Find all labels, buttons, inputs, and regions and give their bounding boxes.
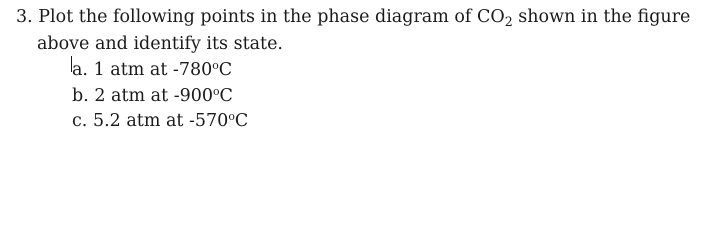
sub-item-list <box>16 58 701 135</box>
unit-text: C <box>234 111 249 131</box>
question-text-part1: Plot the following points in the phase diagram of CO <box>38 7 505 27</box>
sub-item-a <box>72 58 701 84</box>
question-block <box>16 4 701 135</box>
question-number: 3. <box>16 7 33 27</box>
question-text-part2: shown in the figure <box>512 7 691 27</box>
sub-item-text: 5.2 atm at -570 <box>92 111 229 131</box>
sub-item-label: a. <box>72 60 88 80</box>
sub-item-label: b. <box>72 85 89 106</box>
degree-symbol: o <box>228 110 235 124</box>
degree-symbol: o <box>213 84 220 98</box>
sub-item-c <box>72 109 701 135</box>
unit-text: C <box>218 60 233 80</box>
text-cursor <box>71 56 72 72</box>
sub-item-b <box>72 84 701 110</box>
sub-item-text: 2 atm at -900 <box>94 85 214 106</box>
sub-item-text: 1 atm at -780 <box>93 60 213 80</box>
sub-item-label: c. <box>72 111 88 131</box>
question-line-2: above and identify its state. <box>37 34 283 54</box>
co2-subscript: 2 <box>504 13 513 29</box>
question-line-1 <box>16 4 701 31</box>
unit-text: C <box>219 85 233 106</box>
degree-symbol: o <box>212 59 219 73</box>
